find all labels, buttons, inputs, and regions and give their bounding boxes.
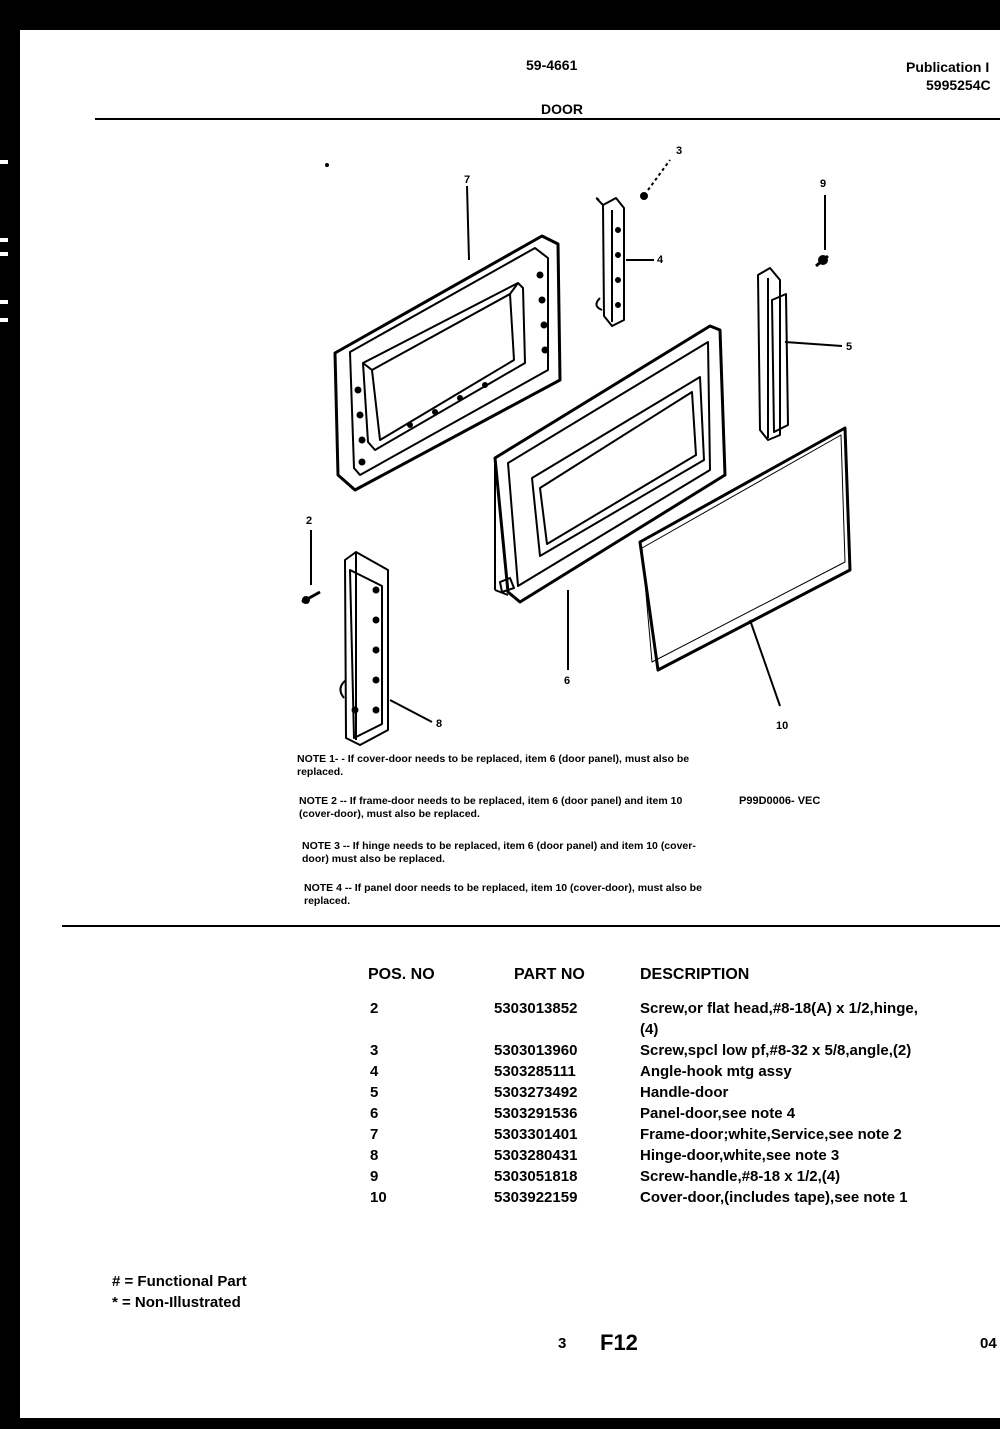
leader-line [785, 342, 842, 346]
table-cell-part: 5303922159 [494, 1189, 578, 1206]
table-cell-part: 5303273492 [494, 1084, 578, 1101]
col-header-description: DESCRIPTION [640, 966, 750, 983]
col-header-part: PART NO [514, 966, 585, 983]
callout-6: 6 [564, 675, 571, 687]
edge-code: 04 [980, 1335, 997, 1352]
table-cell-pos: 5 [370, 1084, 379, 1101]
table-cell-description: Cover-door,(includes tape),see note 1 [640, 1189, 908, 1206]
table-cell-pos: 4 [370, 1063, 379, 1080]
table-cell-pos: 3 [370, 1042, 379, 1059]
callout-4: 4 [657, 254, 664, 266]
table-cell-description: (4) [640, 1021, 659, 1038]
table-cell-pos: 9 [370, 1168, 379, 1185]
leader-line [467, 186, 469, 260]
scan-mark [0, 252, 8, 256]
table-cell-pos: 7 [370, 1126, 379, 1143]
callout-7: 7 [464, 174, 471, 186]
table-cell-description: Panel-door,see note 4 [640, 1105, 796, 1122]
note-2: NOTE 2 -- If frame-door needs to be replaced, item 6 (door panel) and item 10 (cover-door), must also be replaced. [299, 795, 683, 820]
parts-sheet [20, 30, 1000, 1418]
publication-number: 5995254C [926, 77, 991, 93]
table-cell-part: 5303280431 [494, 1147, 578, 1164]
table-cell-part: 5303285111 [494, 1063, 576, 1080]
pos-column [370, 998, 387, 1208]
col-header-pos: POS. NO [368, 966, 435, 983]
legend-functional: # = Functional Part [112, 1273, 247, 1290]
panel-door-part [495, 326, 725, 602]
scan-mark [0, 318, 8, 322]
callout-5: 5 [846, 341, 853, 353]
screw-part [641, 160, 670, 199]
callout-8: 8 [436, 718, 443, 730]
part-column [494, 998, 577, 1208]
table-cell-part: 5303013960 [494, 1042, 578, 1059]
table-cell-part: 5303291536 [494, 1105, 578, 1122]
section-title: DOOR [541, 101, 583, 117]
table-cell-pos: 10 [370, 1189, 387, 1206]
table-cell-pos: 8 [370, 1147, 379, 1164]
figure-code: P99D0006- VEC [739, 795, 821, 807]
hinge-screw-part [302, 530, 320, 603]
scan-mark [0, 300, 8, 304]
table-cell-pos: 6 [370, 1105, 379, 1122]
table-cell-description: Screw-handle,#8-18 x 1/2,(4) [640, 1168, 841, 1185]
table-cell-part: 5303301401 [494, 1126, 578, 1143]
page-number: 3 [558, 1335, 567, 1352]
table-cell-description: Frame-door;white,Service,see note 2 [640, 1126, 902, 1143]
table-cell-description: Hinge-door,white,see note 3 [640, 1147, 840, 1164]
leader-line [750, 620, 780, 706]
table-cell-description: Screw,or flat head,#8-18(A) x 1/2,hinge, [640, 1000, 918, 1017]
callout-2: 2 [306, 515, 313, 527]
table-cell-part: 5303013852 [494, 1000, 578, 1017]
note-4: NOTE 4 -- If panel door needs to be replaced, item 10 (cover-door), must also be replaced. [304, 882, 702, 907]
cover-door-part [640, 428, 850, 670]
note-3: NOTE 3 -- If hinge needs to be replaced, item 6 (door panel) and item 10 (cover-door) must also be replaced. [302, 840, 696, 865]
table-cell-description: Handle-door [640, 1084, 729, 1101]
callout-3: 3 [676, 145, 683, 157]
table-cell-description: Screw,spcl low pf,#8-32 x 5/8,angle,(2) [640, 1042, 912, 1059]
callout-10: 10 [776, 720, 789, 732]
section-divider [62, 925, 1000, 927]
section-code: F12 [600, 1330, 638, 1355]
callout-9: 9 [820, 178, 827, 190]
scan-mark [0, 238, 8, 242]
table-cell-description: Angle-hook mtg assy [640, 1063, 792, 1080]
leader-line [390, 700, 432, 722]
scan-mark [0, 160, 8, 164]
door-exploded-diagram [20, 30, 1000, 770]
screw-handle-part [816, 195, 828, 266]
publication-label: Publication I [906, 59, 990, 75]
description-column [640, 998, 918, 1208]
note-1: NOTE 1- - If cover-door needs to be replaced, item 6 (door panel), must also be replaced. [297, 753, 690, 778]
table-cell-pos: 2 [370, 1000, 379, 1017]
angle-hook-part [596, 198, 624, 326]
handle-door-part [758, 268, 788, 440]
table-cell-part: 5303051818 [494, 1168, 578, 1185]
legend-non-illustrated: * = Non-Illustrated [112, 1294, 241, 1311]
model-number: 59-4661 [526, 57, 578, 73]
hinge-door-part [340, 552, 388, 745]
